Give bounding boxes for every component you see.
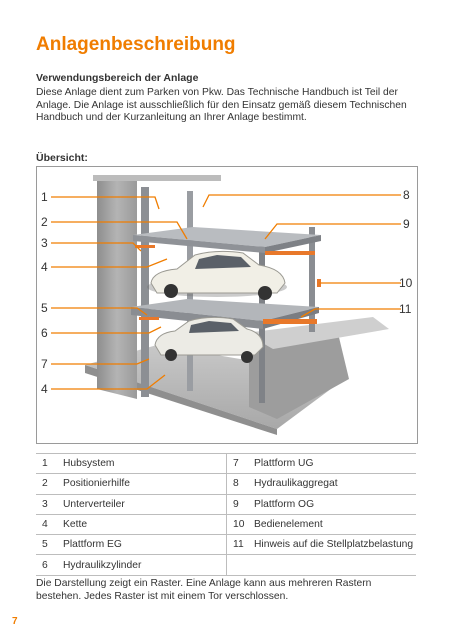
callout-label-3: 3 (41, 236, 48, 250)
callout-label-1: 1 (41, 190, 48, 204)
callout-label-2: 2 (41, 215, 48, 229)
legend-label: Hydraulikaggregat (254, 474, 416, 494)
legend-label: Hydraulikzylinder (63, 555, 227, 575)
legend-label: Hubsystem (63, 454, 227, 474)
footer-note: Die Darstellung zeigt ein Raster. Eine Anlage kann aus mehreren Rastern bestehen. Jedes Raster ist mit einem Tor verschlossen. (36, 578, 372, 602)
legend-label (254, 555, 416, 575)
callout-label-4-upper: 4 (41, 260, 48, 274)
section-subtitle: Verwendungsbereich der Anlage (36, 72, 199, 84)
legend-number: 3 (36, 494, 63, 514)
legend-label: Positionierhilfe (63, 474, 227, 494)
page-title: Anlagenbeschreibung (36, 34, 236, 55)
callout-label-6: 6 (41, 326, 48, 340)
legend-number: 11 (227, 535, 255, 555)
legend-label: Hinweis auf die Stellplatzbelastung (254, 535, 416, 555)
legend-number: 9 (227, 494, 255, 514)
legend-number: 8 (227, 474, 255, 494)
legend-row (36, 494, 416, 514)
callout-label-8: 8 (403, 188, 410, 202)
legend-number: 10 (227, 514, 255, 534)
callout-label-11: 11 (399, 302, 412, 316)
callout-label-9: 9 (403, 217, 410, 231)
legend-row (36, 474, 416, 494)
legend-label: Plattform UG (254, 454, 416, 474)
legend-row (36, 514, 416, 534)
legend-number: 1 (36, 454, 63, 474)
legend-label: Plattform EG (63, 535, 227, 555)
legend-number: 6 (36, 555, 63, 575)
callout-lines (37, 167, 417, 443)
legend-label: Plattform OG (254, 494, 416, 514)
legend-row (36, 535, 416, 555)
overview-heading: Übersicht: (36, 152, 88, 164)
callout-label-7: 7 (41, 357, 48, 371)
intro-paragraph: Diese Anlage dient zum Parken von Pkw. Das Technische Handbuch ist Teil der Anlage. Die Anlage ist ausschließlich für den Einsatz gemäß diesem Technischen Handbuch und der Kurzanleitung an Ihrer Anlage bestimmt. (36, 87, 407, 124)
legend-label: Unterverteiler (63, 494, 227, 514)
callout-label-10: 10 (399, 276, 413, 290)
legend-number (227, 555, 255, 575)
legend-row (36, 555, 416, 575)
legend-number: 4 (36, 514, 63, 534)
legend-number: 2 (36, 474, 63, 494)
legend-table (36, 453, 416, 576)
legend-number: 7 (227, 454, 255, 474)
page-number: 7 (12, 616, 18, 627)
legend-label: Kette (63, 514, 227, 534)
callout-label-5: 5 (41, 301, 48, 315)
legend-row (36, 454, 416, 474)
legend-number: 5 (36, 535, 63, 555)
callout-label-4-lower: 4 (41, 382, 48, 396)
parking-system-illustration (36, 166, 418, 444)
legend-label: Bedienelement (254, 514, 416, 534)
